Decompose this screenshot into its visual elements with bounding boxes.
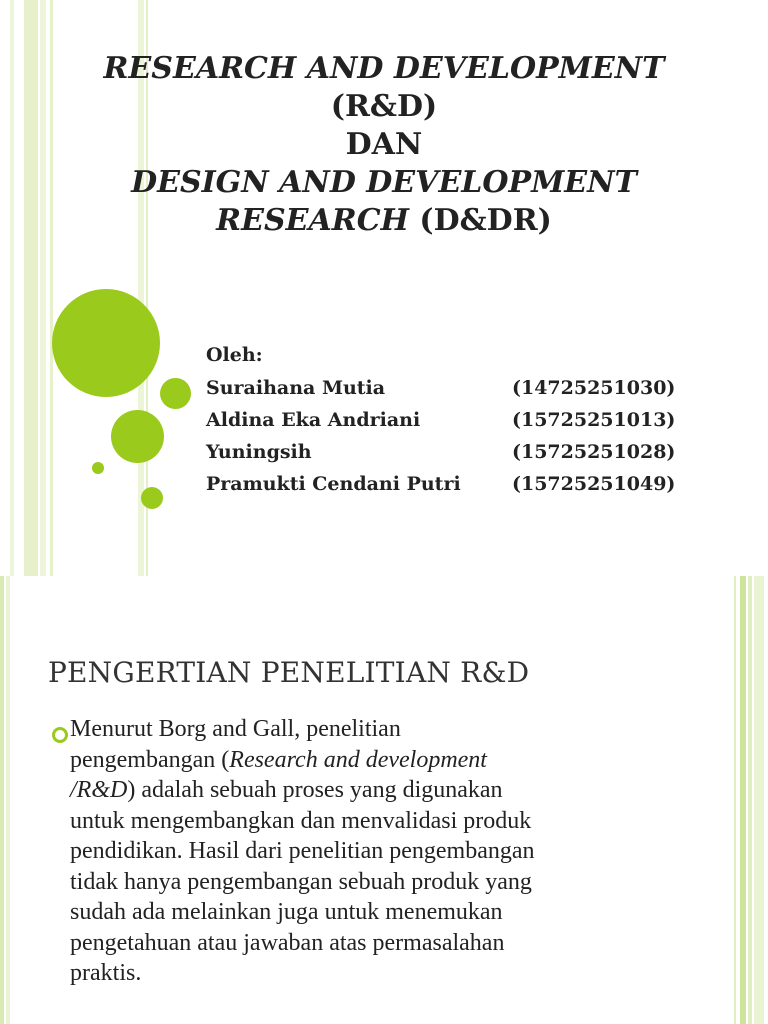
oleh-label: Oleh: <box>206 344 263 366</box>
definition-paragraph <box>70 714 670 989</box>
title-line: RESEARCH (D&DR) <box>216 203 552 238</box>
title-line: RESEARCH AND DEVELOPMENT <box>103 51 665 86</box>
slide-definition <box>0 576 768 1024</box>
author-id: (15725251049) <box>512 473 676 495</box>
author-id: (15725251028) <box>512 441 676 463</box>
ring-bullet-icon <box>52 727 68 743</box>
author-list <box>206 338 686 500</box>
title-line: (R&D) <box>330 89 438 124</box>
slide-title-text <box>60 50 708 240</box>
paragraph-line: praktis. <box>70 960 142 986</box>
author-name: Pramukti Cendani Putri <box>206 473 461 495</box>
title-line: DESIGN AND DEVELOPMENT <box>131 165 637 200</box>
title-line: DAN <box>345 127 423 162</box>
decor-circle-medium <box>111 410 164 463</box>
decor-circle-small <box>160 378 191 409</box>
decor-stripe <box>754 576 764 1024</box>
section-title: PENGERTIAN PENELITIAN R&D <box>48 656 530 689</box>
author-row <box>206 468 686 500</box>
author-row <box>206 404 686 436</box>
decor-circle-large <box>52 289 160 397</box>
author-name: Suraihana Mutia <box>206 377 386 399</box>
paragraph-line: Menurut Borg and Gall, penelitian <box>70 716 401 742</box>
paragraph-line: /R&D) adalah sebuah proses yang digunakan <box>70 777 503 803</box>
decor-stripe <box>24 0 38 576</box>
decor-stripe <box>740 576 746 1024</box>
decor-circle-small-2 <box>141 487 163 509</box>
author-name: Yuningsih <box>206 441 312 463</box>
decor-stripe <box>748 576 752 1024</box>
decor-circle-tiny <box>92 462 104 474</box>
decor-stripe <box>734 576 736 1024</box>
author-row <box>206 372 686 404</box>
paragraph-line: pengembangan (Research and development <box>70 746 487 773</box>
author-id: (15725251013) <box>512 409 676 431</box>
decor-stripe <box>6 576 10 1024</box>
decor-stripe <box>0 576 4 1024</box>
decor-stripe <box>10 0 14 576</box>
decor-stripe <box>40 0 46 576</box>
paragraph-line: untuk mengembangkan dan menvalidasi produk <box>70 807 532 834</box>
author-name: Aldina Eka Andriani <box>206 409 421 431</box>
paragraph-line: sudah ada melainkan juga untuk menemukan <box>70 899 503 925</box>
paragraph-line: pendidikan. Hasil dari penelitian pengembangan <box>70 838 535 864</box>
decor-stripe <box>50 0 53 576</box>
author-id: (14725251030) <box>512 377 676 399</box>
author-row <box>206 436 686 468</box>
paragraph-line: tidak hanya pengembangan sebuah produk yang <box>70 868 532 895</box>
paragraph-line: pengetahuan atau jawaban atas permasalahan <box>70 929 505 956</box>
